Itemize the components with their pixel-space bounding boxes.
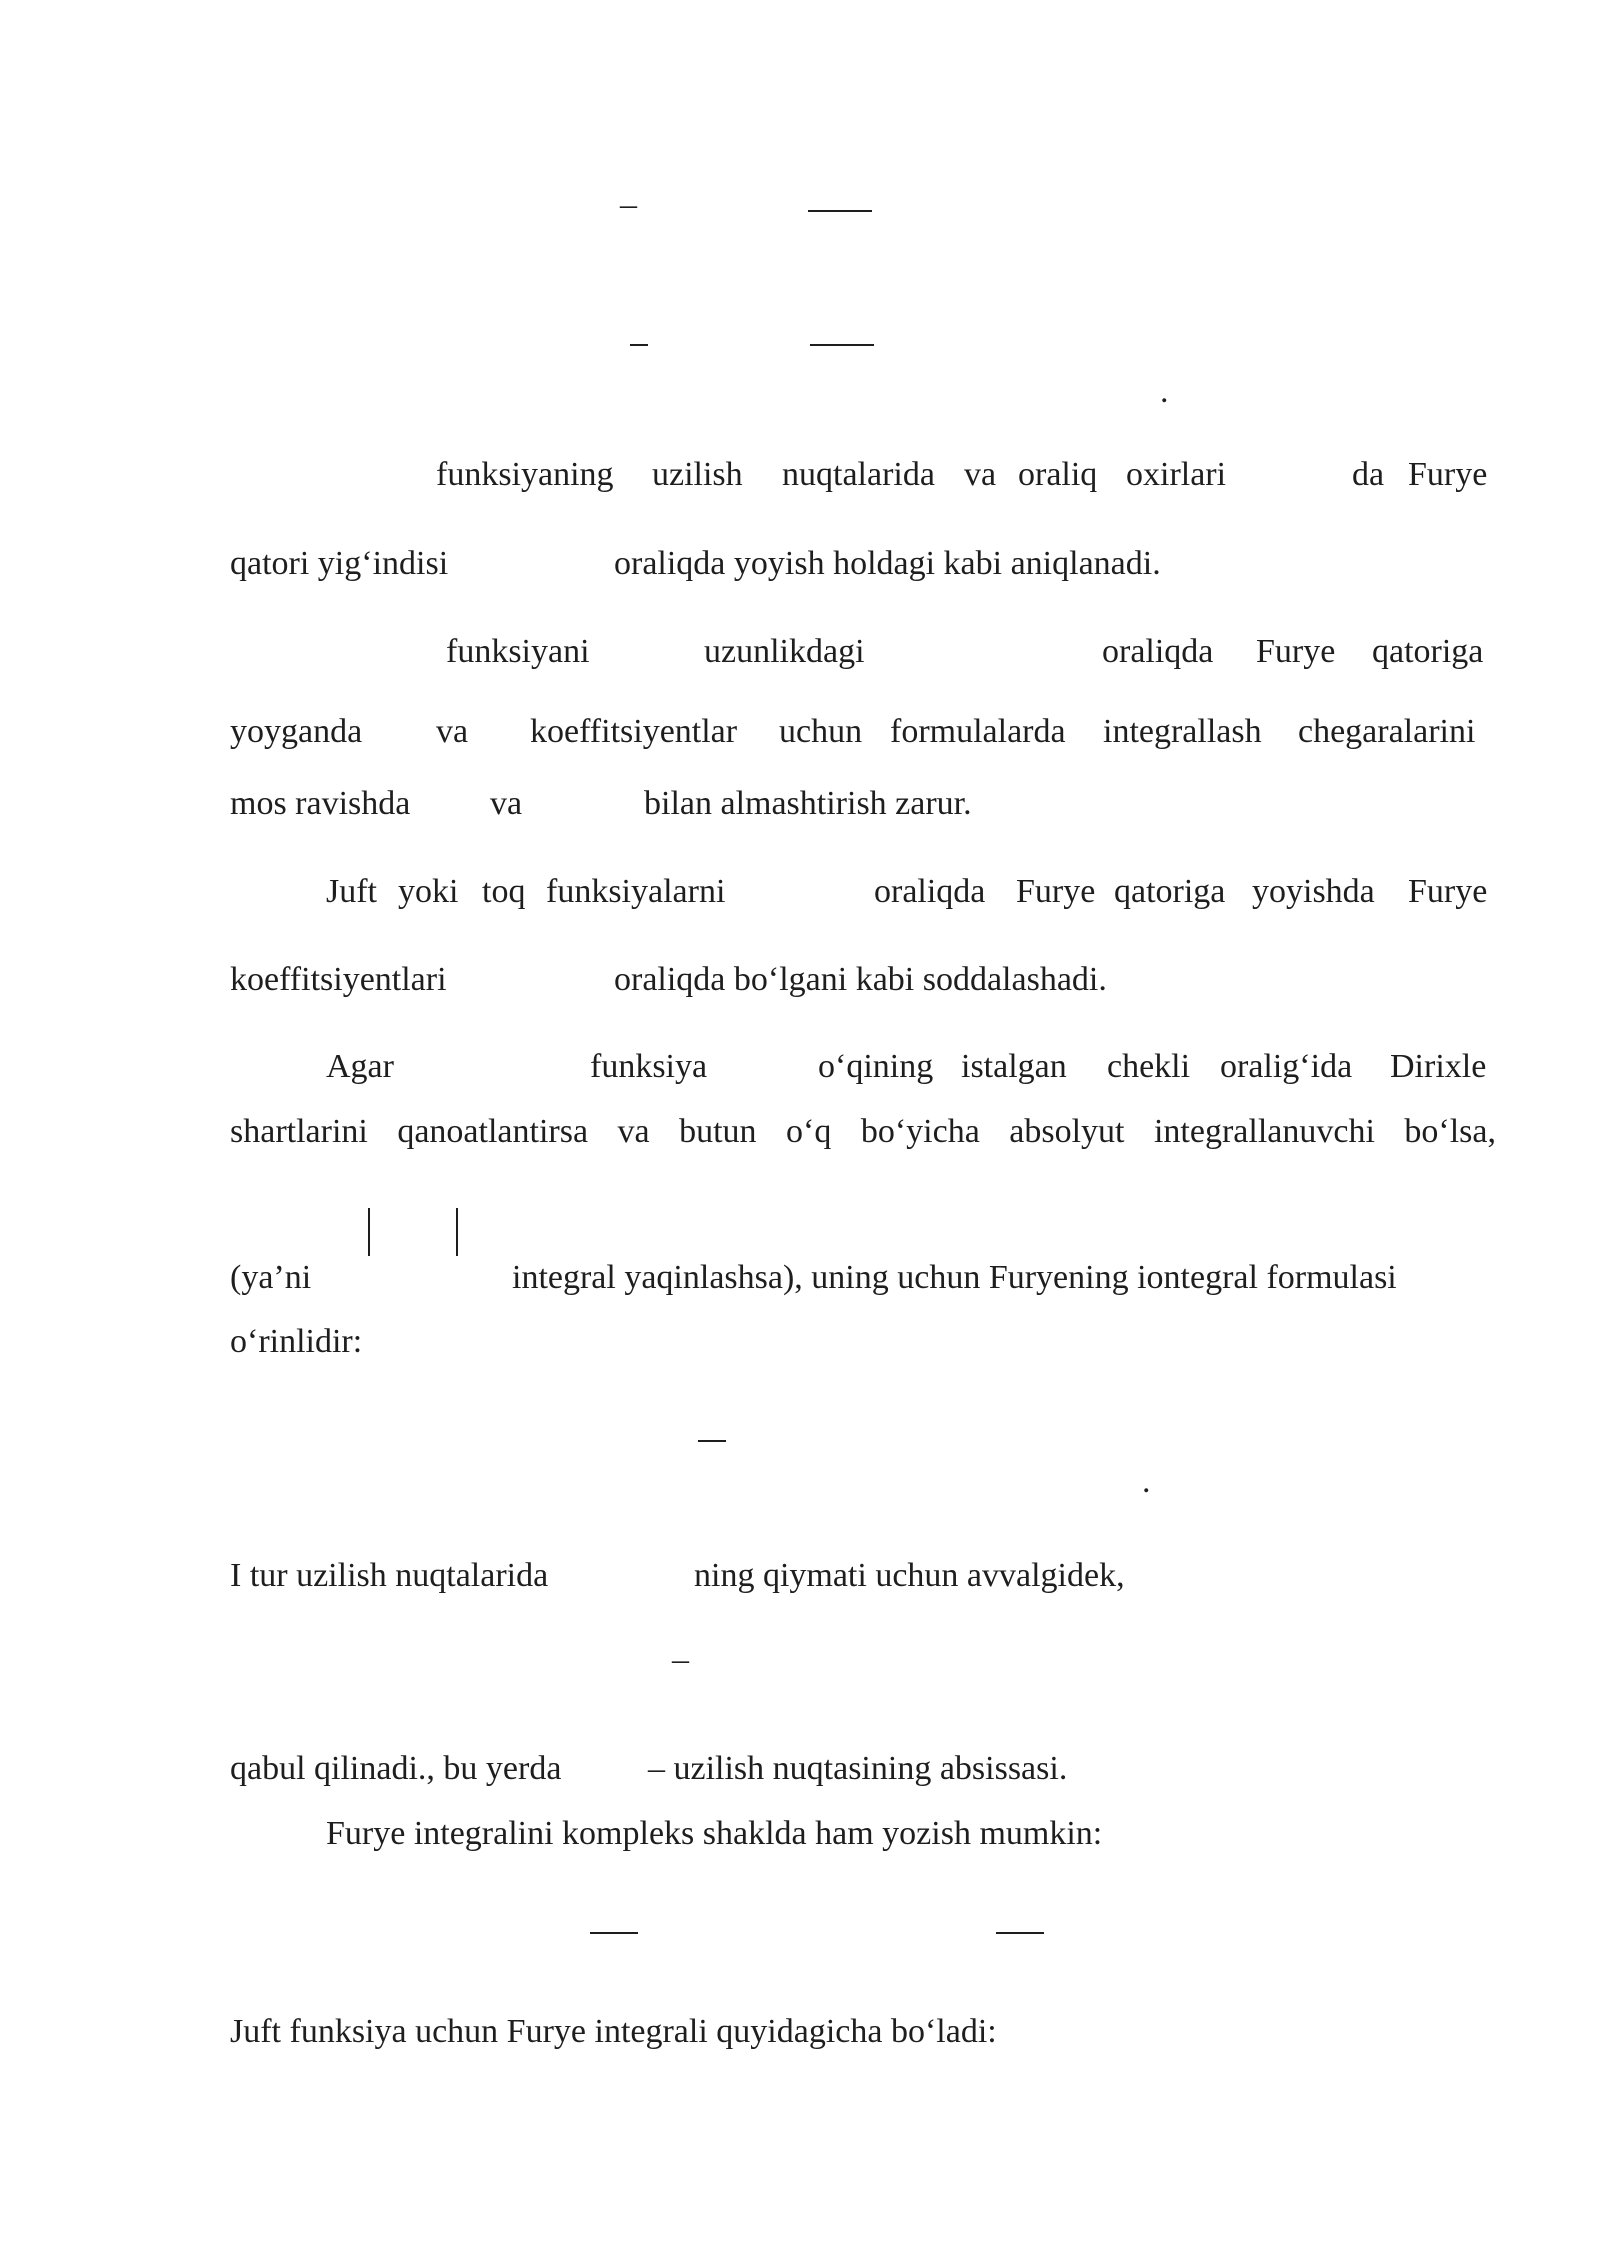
l5-text-3: bilan almashtirish zarur.	[644, 785, 972, 822]
fraction-bar-3	[698, 1440, 726, 1442]
l6-word-8: yoyishda	[1252, 873, 1375, 910]
l4-word-1: yoyganda	[230, 713, 363, 750]
l9-word-6: bo‘yicha	[860, 1113, 980, 1150]
l6-word-3: toq	[482, 873, 526, 910]
fraction-bar-2	[810, 344, 874, 346]
l7-text-1: koeffitsiyentlari	[230, 961, 447, 998]
fraction-bar-1	[808, 210, 872, 212]
l9-word-9: bo‘lsa,	[1404, 1113, 1496, 1150]
formula-minus-2	[630, 344, 648, 346]
l1-word-2: uzilish	[652, 456, 743, 493]
l4-word-4: uchun	[779, 713, 863, 750]
l6-word-9: Furye	[1408, 873, 1488, 910]
l6-word-5: oraliqda	[874, 873, 986, 910]
l1-word-3: nuqtalarida	[782, 456, 935, 493]
formula-minus-1: –	[620, 186, 637, 223]
l3-word-5: qatoriga	[1372, 633, 1484, 670]
l2-text-2: oraliqda yoyish holdagi kabi aniqlanadi.	[614, 545, 1161, 582]
l1-word-8: Furye	[1408, 456, 1488, 493]
l1-word-7: da	[1352, 456, 1385, 493]
l13-text-1: qabul qilinadi., bu yerda	[230, 1750, 562, 1787]
l8-word-3: o‘qining	[818, 1048, 934, 1085]
l6-word-6: Furye	[1016, 873, 1096, 910]
l9-word-7: absolyut	[1009, 1113, 1125, 1150]
l4-word-6: integrallash	[1103, 713, 1262, 750]
l4-word-7: chegaralarini	[1298, 713, 1476, 750]
l8-word-5: chekli	[1107, 1048, 1191, 1085]
fraction-bar-5	[996, 1932, 1044, 1934]
formula-period-1: .	[1160, 373, 1169, 410]
l9-word-4: butun	[679, 1113, 757, 1150]
fraction-bar-4	[590, 1932, 638, 1934]
abs-bar-right	[456, 1208, 458, 1256]
l9-line	[230, 1112, 1496, 1152]
l9-word-8: integrallanuvchi	[1153, 1113, 1375, 1150]
l15-text: Juft funksiya uchun Furye integrali quyidagicha bo‘ladi:	[230, 2013, 997, 2050]
l8-word-7: Dirixle	[1390, 1048, 1487, 1085]
l6-word-2: yoki	[398, 873, 459, 910]
l9-word-2: qanoatlantirsa	[397, 1113, 589, 1150]
l6-word-7: qatoriga	[1114, 873, 1226, 910]
l1-word-5: oraliq	[1018, 456, 1098, 493]
l14-text: Furye integralini kompleks shaklda ham yozish mumkin:	[326, 1815, 1103, 1852]
l3-word-1: funksiyani	[446, 633, 590, 670]
l9-word-3: va	[617, 1113, 650, 1150]
l11-text: o‘rinlidir:	[230, 1323, 363, 1360]
l13-text-2: – uzilish nuqtasining absissasi.	[648, 1750, 1068, 1787]
l4-word-2: va	[436, 713, 469, 750]
l5-text-2: va	[490, 785, 523, 822]
l9-word-1: shartlarini	[230, 1113, 368, 1150]
l1-word-4: va	[964, 456, 997, 493]
l8-word-6: oralig‘ida	[1220, 1048, 1353, 1085]
formula-period-2: .	[1142, 1463, 1151, 1500]
l5-text-1: mos ravishda	[230, 785, 411, 822]
l4-word-3: koeffitsiyentlar	[530, 713, 738, 750]
l9-word-5: o‘q	[786, 1113, 832, 1150]
l10-text-1: (ya’ni	[230, 1259, 312, 1296]
l12-text-1: I tur uzilish nuqtalarida	[230, 1557, 549, 1594]
l6-word-1: Juft	[326, 873, 377, 910]
l8-word-4: istalgan	[961, 1048, 1067, 1085]
l2-text-1: qatori yig‘indisi	[230, 545, 449, 582]
l7-text-2: oraliqda bo‘lgani kabi soddalashadi.	[614, 961, 1107, 998]
l3-word-3: oraliqda	[1102, 633, 1214, 670]
l4-word-5: formulalarda	[890, 713, 1066, 750]
abs-bar-left	[368, 1208, 370, 1256]
l3-word-4: Furye	[1256, 633, 1336, 670]
l12-text-2: ning qiymati uchun avvalgidek,	[694, 1557, 1125, 1594]
l1-word-1: funksiyaning	[436, 456, 614, 493]
l1-word-6: oxirlari	[1126, 456, 1227, 493]
l6-word-4: funksiyalarni	[546, 873, 726, 910]
formula-minus-3: –	[672, 1641, 689, 1678]
l8-word-2: funksiya	[590, 1048, 708, 1085]
l3-word-2: uzunlikdagi	[704, 633, 865, 670]
l10-text-2: integral yaqinlashsa), uning uchun Furyening iontegral formulasi	[512, 1259, 1397, 1296]
l8-word-1: Agar	[326, 1048, 394, 1085]
